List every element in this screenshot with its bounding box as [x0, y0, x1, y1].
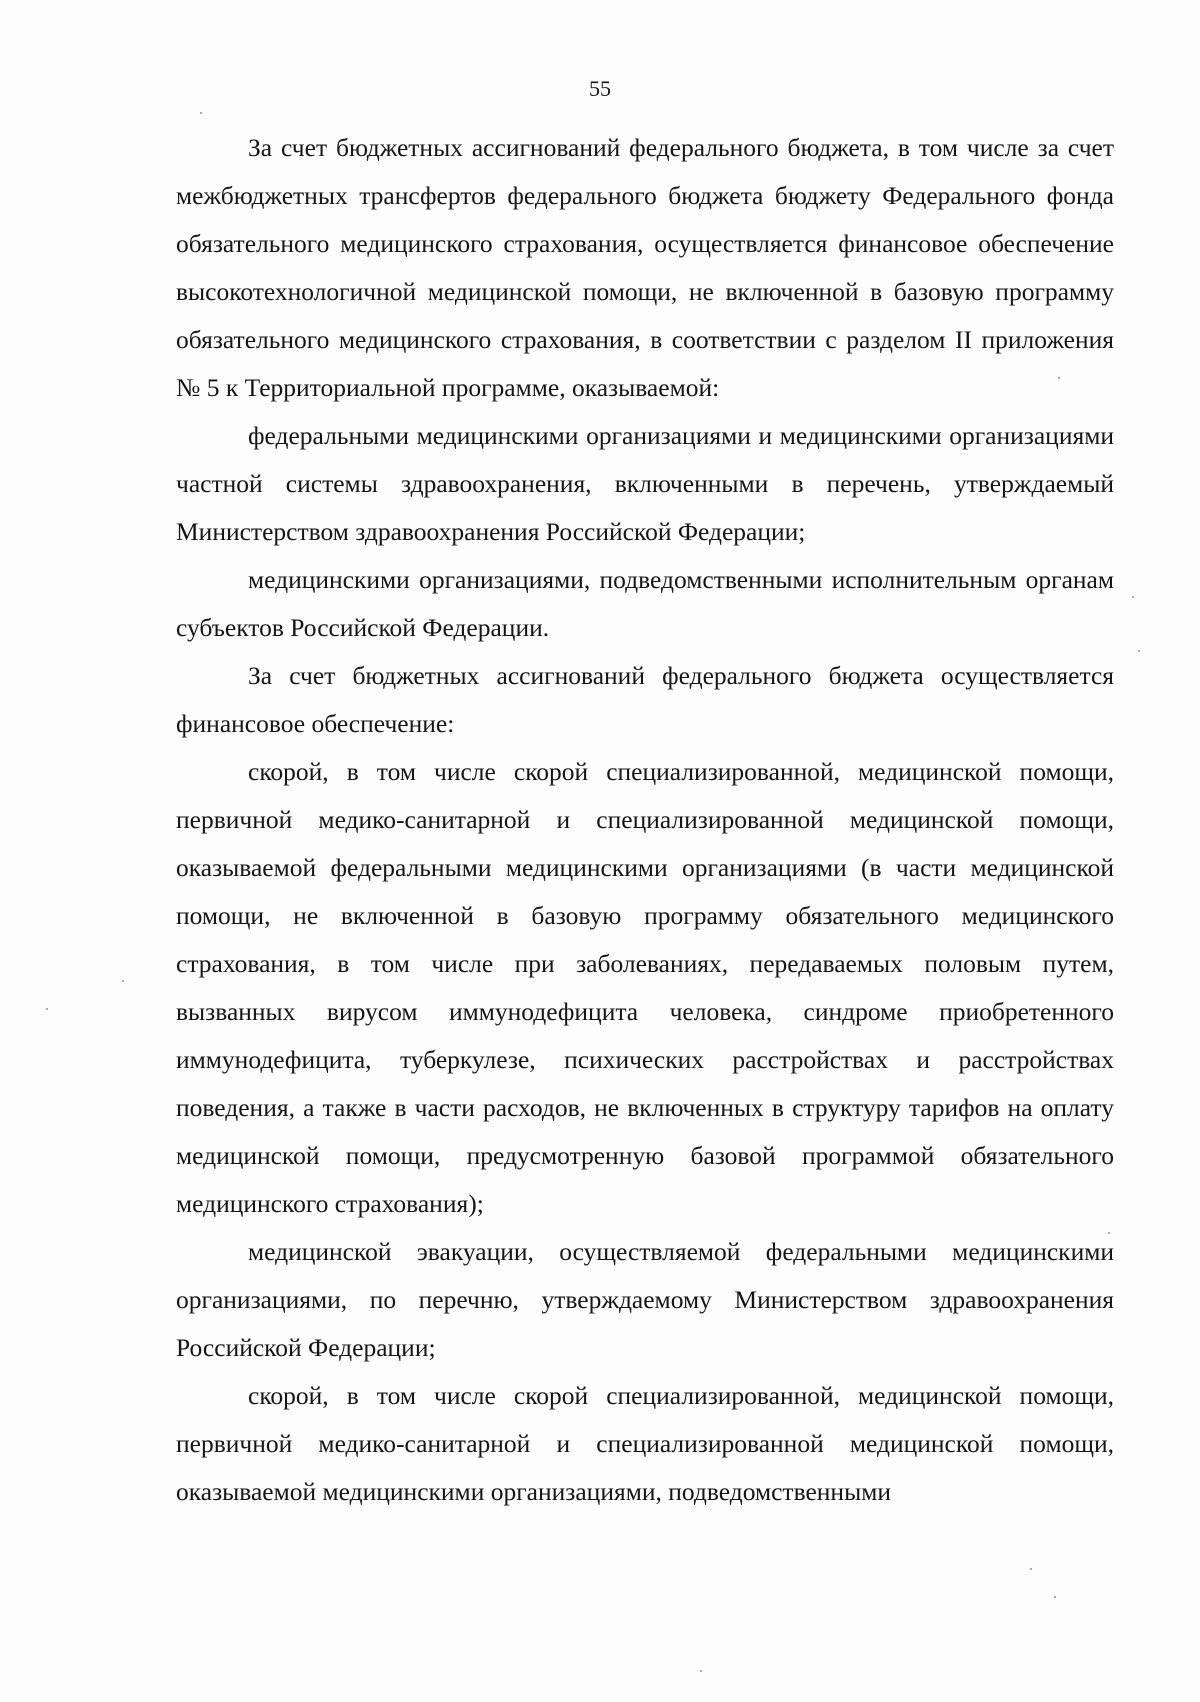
scan-speck — [1058, 377, 1060, 379]
scan-speck — [1108, 1232, 1110, 1234]
scan-speck — [700, 1670, 702, 1672]
scan-speck — [122, 980, 124, 982]
scan-speck — [1132, 596, 1134, 598]
paragraph-federal-budget-hightech: За счет бюджетных ассигнований федерального бюджета, в том числе за счет межбюджетных трансфертов федерального бюджета бюджету Федерального фонда обязательного медицинского страхования, осуществляется финансовое обеспечение высокотехнологичной медицинской помощи, не включенной в базовую программу обязательного медицинского страхования, в соответствии с разделом II приложения № 5 к Территориальной программе, оказываемой: — [176, 133, 1114, 402]
scan-speck — [46, 1008, 48, 1010]
paragraph-federal-budget-financing: За счет бюджетных ассигнований федерального бюджета осуществляется финансовое обеспечение: — [176, 661, 1114, 738]
paragraph-subordinate-organizations: медицинскими организациями, подведомственными исполнительным органам субъектов Российской Федерации. — [176, 565, 1114, 642]
paragraph-emergency-care-federal: скорой, в том числе скорой специализированной, медицинской помощи, первичной медико-санитарной и специализированной медицинской помощи, оказываемой федеральными медицинскими организациями (в части медицинской помощи, не включенной в базовую программу обязательного медицинского страхования, в том числе при заболеваниях, передаваемых половым путем, вызванных вирусом иммунодефицита человека, синдроме приобретенного иммунодефицита, туберкулезе, психических расстройствах и расстройствах поведения, а также в части расходов, не включенных в структуру тарифов на оплату медицинской помощи, предусмотренную базовой программой обязательного медицинского страхования); — [176, 757, 1114, 1218]
scan-speck — [1138, 650, 1140, 652]
scan-speck — [1054, 1596, 1056, 1598]
document-body — [176, 124, 1114, 1516]
scan-speck — [200, 112, 202, 114]
paragraph-emergency-care-subordinate: скорой, в том числе скорой специализированной, медицинской помощи, первичной медико-санитарной и специализированной медицинской помощи, оказываемой медицинскими организациями, подведомственными — [176, 1381, 1114, 1506]
page-number: 55 — [589, 76, 611, 101]
scan-speck — [1030, 1568, 1032, 1570]
paragraph-federal-organizations: федеральными медицинскими организациями и медицинскими организациями частной системы здравоохранения, включенными в перечень, утверждаемый Министерством здравоохранения Российской Федерации; — [176, 421, 1114, 546]
paragraph-medical-evacuation: медицинской эвакуации, осуществляемой федеральными медицинскими организациями, по перечню, утверждаемому Министерством здравоохранения Российской Федерации; — [176, 1237, 1114, 1362]
